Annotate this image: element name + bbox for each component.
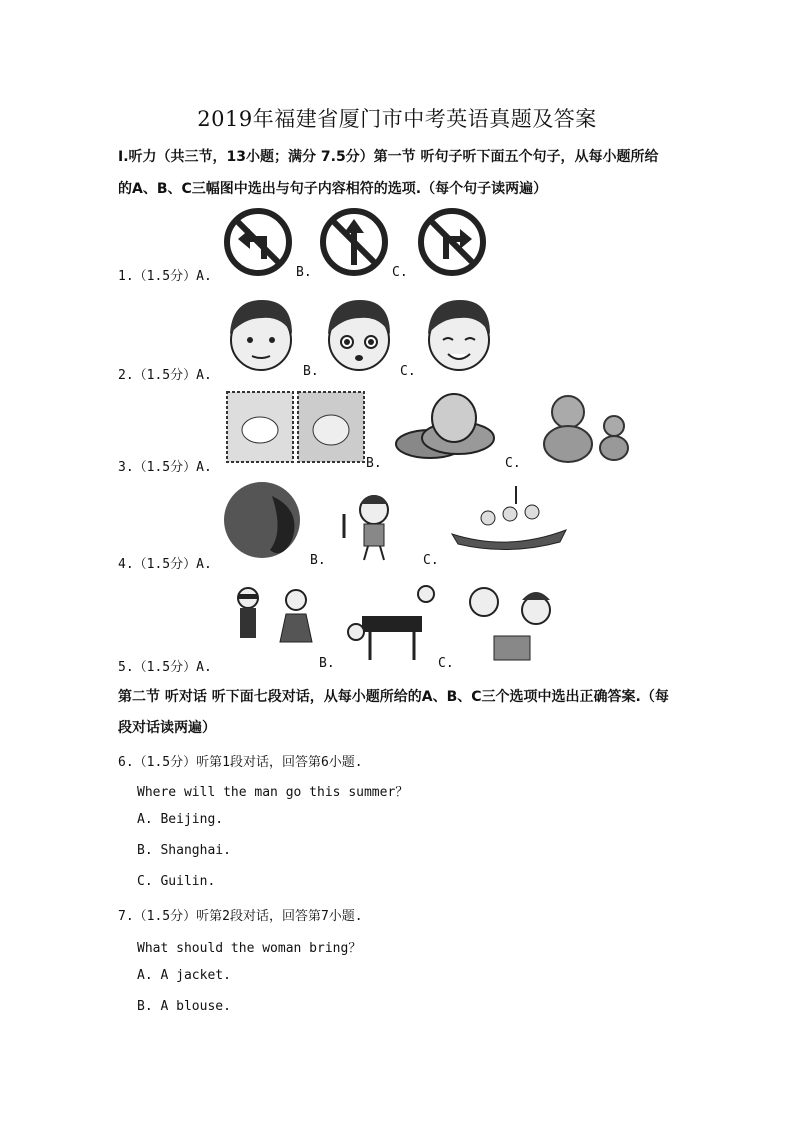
no-straight-sign-icon xyxy=(318,207,390,277)
boy-face-smiling-icon xyxy=(420,294,498,374)
blindfold-game-icon xyxy=(226,582,322,666)
chess-icon xyxy=(462,580,562,666)
coins-icon xyxy=(390,388,506,464)
mid-autumn-moon-icon xyxy=(222,480,310,562)
q6-option-b: B. Shanghai. xyxy=(137,843,231,858)
q2-option-c: C. xyxy=(400,364,416,379)
q6-option-c: C. Guilin. xyxy=(137,874,216,889)
q2-option-b: B. xyxy=(303,364,319,379)
teddy-bears-icon xyxy=(530,388,640,464)
q7-number: 7.（1.5分）听第2段对话，回答第7小题. xyxy=(118,909,363,924)
dragon-boat-icon xyxy=(448,482,570,554)
section2-heading-line1: 第二节 听对话 听下面七段对话，从每小题所给的A、B、C三个选项中选出正确答案.（每 xyxy=(118,689,669,705)
q5-option-c: C. xyxy=(438,656,454,671)
q7-question: What should the woman bring？ xyxy=(137,941,362,956)
q7-option-a: A. A jacket. xyxy=(137,968,231,983)
q3-option-c: C. xyxy=(505,456,521,471)
stamps-icon xyxy=(226,390,366,464)
ping-pong-icon xyxy=(344,582,436,666)
no-left-turn-sign-icon xyxy=(222,207,294,277)
q3-option-b: B. xyxy=(366,456,382,471)
boy-face-calm-icon xyxy=(222,294,300,374)
q4-prefix: 4.（1.5分）A. xyxy=(118,557,212,572)
section2-heading-line2: 段对话读两遍） xyxy=(118,720,216,736)
no-right-turn-sign-icon xyxy=(416,207,488,277)
boy-face-surprised-icon xyxy=(320,294,398,374)
page-title: 2019年福建省厦门市中考英语真题及答案 xyxy=(197,107,597,131)
q5-option-b: B. xyxy=(319,656,335,671)
section1-heading-line1: Ⅰ.听力（共三节，13小题；满分 7.5分）第一节 听句子听下面五个句子，从每小题所给 xyxy=(118,149,659,165)
q5-prefix: 5.（1.5分）A. xyxy=(118,660,212,675)
section1-heading-line2: 的A、B、C三幅图中选出与句子内容相符的选项.（每个句子读两遍） xyxy=(118,181,548,197)
spring-festival-girl-icon xyxy=(334,490,412,562)
q1-option-c: C. xyxy=(392,265,408,280)
q1-option-b: B. xyxy=(296,265,312,280)
q7-option-b: B. A blouse. xyxy=(137,999,231,1014)
q2-prefix: 2.（1.5分）A. xyxy=(118,368,212,383)
q6-question: Where will the man go this summer？ xyxy=(137,785,409,800)
q1-prefix: 1.（1.5分）A. xyxy=(118,269,212,284)
q4-option-c: C. xyxy=(423,553,439,568)
q3-prefix: 3.（1.5分）A. xyxy=(118,460,212,475)
q6-option-a: A. Beijing. xyxy=(137,812,224,827)
q4-option-b: B. xyxy=(310,553,326,568)
q6-number: 6.（1.5分）听第1段对话，回答第6小题. xyxy=(118,755,363,770)
